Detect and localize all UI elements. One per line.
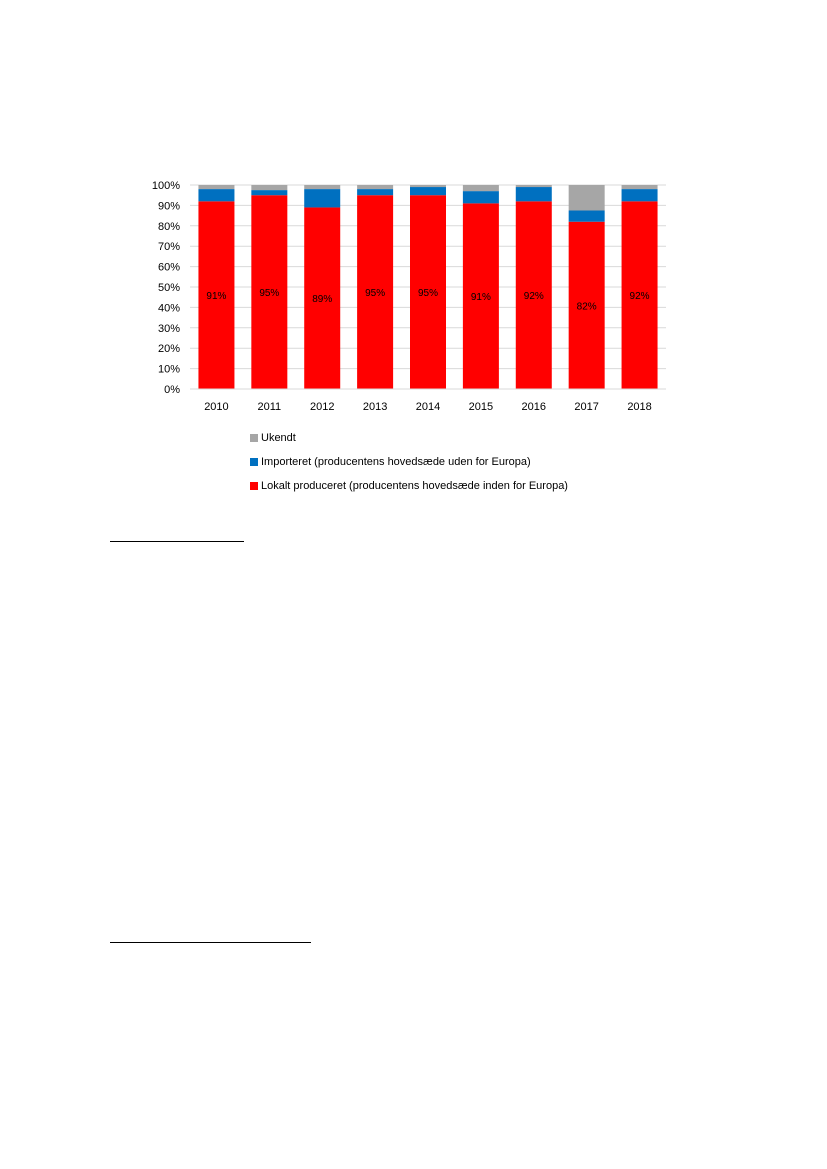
- bar-data-label: 89%: [312, 294, 333, 306]
- bar-data-label: 95%: [417, 288, 439, 300]
- footnote-separator-bottom: [110, 942, 311, 943]
- bar-segment: [357, 189, 393, 195]
- x-tick-label: 2010: [204, 401, 229, 413]
- bar-data-label: 91%: [206, 291, 227, 303]
- y-tick-label: 90%: [157, 200, 180, 213]
- bar-segment: [569, 185, 605, 211]
- y-tick-label: 40%: [157, 302, 180, 315]
- x-tick-label: 2018: [627, 401, 652, 413]
- y-tick-label: 80%: [157, 220, 180, 233]
- y-tick-label: 70%: [157, 241, 180, 254]
- bar-segment: [251, 185, 287, 190]
- legend-swatch: [250, 482, 258, 490]
- legend-item: [250, 426, 670, 450]
- x-axis-tick-labels: [204, 401, 652, 413]
- legend-label: Lokalt produceret (producentens hovedsæde inden for Europa): [261, 480, 568, 492]
- bar-segment: [622, 189, 658, 201]
- legend-label: Ukendt: [261, 432, 296, 444]
- y-tick-label: 20%: [157, 343, 180, 356]
- x-tick-label: 2016: [521, 401, 547, 413]
- bar-segment: [516, 187, 552, 201]
- y-axis-tick-labels: [152, 180, 180, 396]
- bar-segment: [304, 189, 340, 207]
- x-tick-label: 2013: [362, 401, 388, 413]
- chart-legend: [250, 426, 670, 498]
- bar-data-label: 92%: [629, 291, 650, 303]
- bar-segment: [410, 187, 446, 195]
- footnote-separator-top: [110, 541, 244, 542]
- y-tick-label: 0%: [164, 384, 180, 396]
- x-tick-label: 2017: [574, 401, 599, 413]
- y-tick-label: 50%: [157, 282, 180, 294]
- bars: [198, 185, 657, 389]
- bar-data-label: 95%: [259, 288, 280, 300]
- bar-segment: [357, 185, 393, 189]
- legend-item: [250, 450, 670, 474]
- y-tick-label: 100%: [151, 180, 180, 192]
- legend-swatch: [250, 458, 258, 466]
- bar-segment: [622, 185, 658, 189]
- bar-segment: [304, 185, 340, 189]
- bar-segment: [516, 185, 552, 187]
- legend-swatch: [250, 434, 258, 442]
- y-tick-label: 10%: [157, 363, 180, 376]
- bar-data-label: 82%: [576, 301, 597, 313]
- legend-item: [250, 474, 670, 498]
- bar-data-label: 91%: [470, 292, 491, 304]
- bar-segment: [198, 189, 234, 201]
- bar-segment: [410, 185, 446, 187]
- bar-data-label: 92%: [523, 291, 544, 303]
- legend-label: Importeret (producentens hovedsæde uden for Europa): [261, 456, 531, 468]
- bar-segment: [251, 190, 287, 195]
- bar-segment: [198, 185, 234, 189]
- y-tick-label: 60%: [157, 261, 180, 274]
- bar-data-label: 95%: [365, 288, 386, 300]
- bar-segment: [463, 185, 499, 191]
- x-tick-label: 2014: [415, 401, 441, 413]
- bar-segment: [463, 191, 499, 203]
- x-tick-label: 2012: [309, 401, 335, 413]
- x-tick-label: 2015: [468, 401, 494, 413]
- x-tick-label: 2011: [257, 401, 282, 413]
- bar-segment: [569, 211, 605, 222]
- y-tick-label: 30%: [157, 322, 180, 335]
